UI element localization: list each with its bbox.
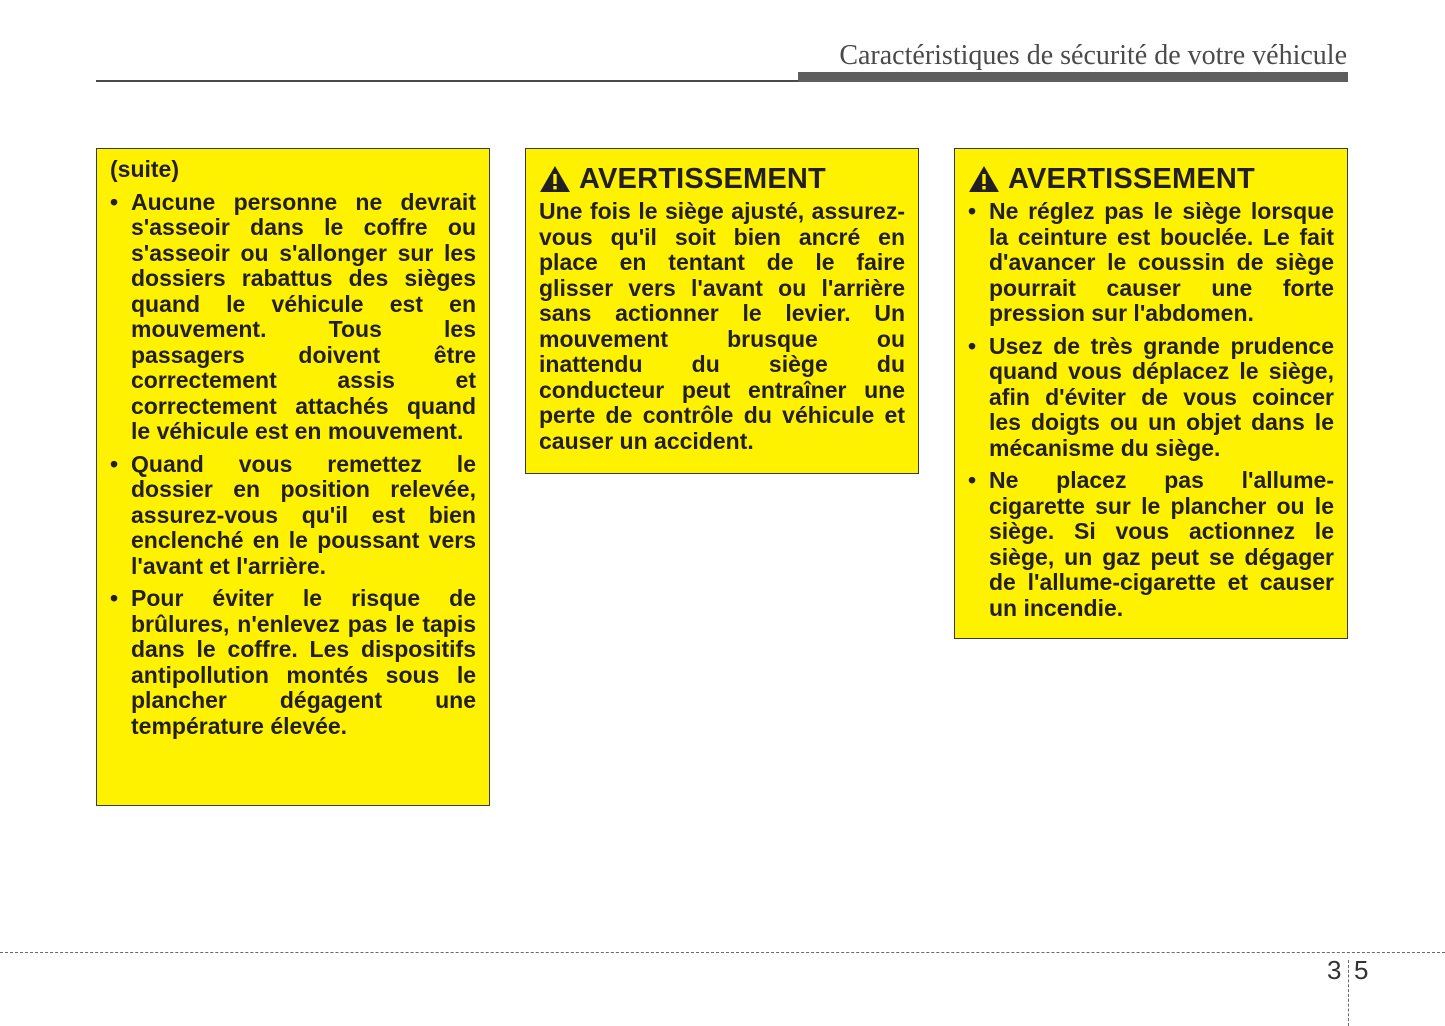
continued-warning-box [96, 148, 490, 806]
bullet-icon: • [110, 450, 119, 477]
list-item-text: Pour éviter le risque de brûlures, n'enlevez pas le tapis dans le coffre. Les dispositifs antipollution montés sous le plancher dégagent une température élevée. [131, 585, 476, 739]
list-item-text: Ne placez pas l'allume-cigarette sur le plancher ou le siège. Si vous actionnez le siège, un gaz peut se dégager de l'allume-cigarette et causer un incendie. [989, 467, 1334, 621]
list-item [968, 334, 1334, 462]
page-title: Caractéristiques de sécurité de votre véhicule [839, 40, 1347, 71]
warning-text: Une fois le siège ajusté, assurez-vous qu'il soit bien ancré en place en tentant de le faire glisser vers l'avant ou l'arrière sans actionner le levier. Un mouvement brusque ou inattendu du siège du conducteur peut entraîner une perte de contrôle du véhicule et causer un accident. [539, 198, 905, 454]
seat-adjust-warning-box [525, 148, 919, 474]
warning-triangle-icon [539, 165, 571, 193]
list-item [968, 199, 1334, 327]
warning-heading-label: AVERTISSEMENT [579, 163, 826, 195]
list-item-text: Usez de très grande prudence quand vous déplacez le siège, afin d'éviter de vous coincer les doigts ou un objet dans le mécanisme du siège. [989, 332, 1334, 461]
continued-label: (suite) [110, 156, 179, 182]
list-item-text: Aucune personne ne devrait s'asseoir dans le coffre ou s'asseoir ou s'allonger sur les dossiers rabattus des sièges quand le véhicule est en mouvement. Tous les passagers doivent être correctement assis et correctement attachés quand le véhicule est en mouvement. [131, 188, 476, 444]
list-item [110, 190, 476, 445]
bullet-icon: • [110, 188, 119, 215]
chapter-number: 3 [1327, 955, 1342, 985]
seat-safety-warning-box [954, 148, 1348, 639]
page-number-separator [1348, 960, 1349, 1026]
bullet-icon: • [968, 332, 977, 359]
warning-heading [968, 162, 1334, 196]
list-item [968, 468, 1334, 621]
warning-heading [539, 162, 905, 196]
warning-heading-label: AVERTISSEMENT [1008, 163, 1255, 195]
list-item-text: Ne réglez pas le siège lorsque la ceinture est bouclée. Le fait d'avancer le coussin de siège pourrait causer une forte pression sur l'abdomen. [989, 198, 1334, 326]
warning-triangle-icon [968, 165, 1000, 193]
bullet-icon: • [968, 467, 977, 493]
bullet-icon: • [968, 198, 977, 224]
header-rule [96, 80, 798, 82]
list-item [110, 452, 476, 580]
list-item [110, 586, 476, 739]
list-item-text: Quand vous remettez le dossier en position relevée, assurez-vous qu'il est bien enclenché en le poussant vers l'avant et l'arrière. [131, 450, 476, 579]
bullet-icon: • [110, 585, 119, 611]
footer-divider [0, 952, 1445, 953]
header-bar [798, 72, 1348, 82]
page-number: 5 [1354, 955, 1369, 985]
